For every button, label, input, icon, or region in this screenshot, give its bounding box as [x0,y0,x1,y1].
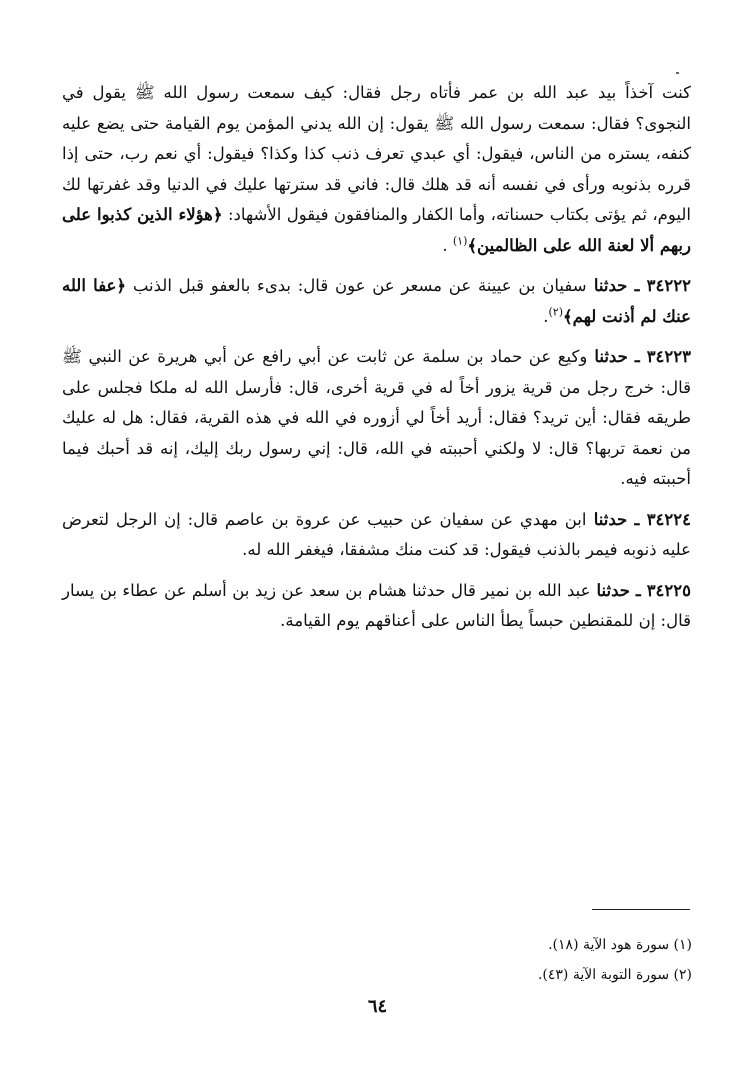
hadith-paragraph [62,505,691,566]
quran-quote: ﴿هؤلاء الذين كذبوا على ربهم ألا لعنة الله على الظالمين﴾ [62,205,691,255]
hadith-number: ٣٤٢٢٣ [646,347,691,366]
footnote: (٢) سورة التوبة الآية (٤٣). [537,967,692,983]
hadith-text: سفيان بن عيينة عن مسعر عن عون قال: بدىء بالعفو قبل الذنب [126,276,587,295]
hadith-paragraph-continuation [62,78,691,261]
hadith-number: ٣٤٢٢٢ [646,276,691,295]
page-number: ٦٤ [367,996,388,1017]
hadith-paragraph [62,271,691,332]
main-text [62,78,691,647]
hadith-text: كنت آخذاً بيد عبد الله بن عمر فأتاه رجل فقال: كيف سمعت رسول الله ﷺ يقول في النجوى؟ فقال: سمعت رسول الله ﷺ يقول: إن الله يدني المؤمن يوم القيامة حتى يضع عليه كنفه، يستره من الناس، فيقول: أي عبدي تعرف ذنب كذا وكذا؟ فيقول: أي نعم رب، حتى إذا قرره بذنوبه ورأى في نفسه أنه قد هلك قال: فاني قد سترتها عليك في الدنيا وقد غفرتها لك اليوم، ثم يؤتى بكتاب حسناته، وأما الكفار والمنافقون فيقول الأشهاد: [62,83,692,224]
footnote-divider [592,909,690,910]
hadith-paragraph [62,576,691,637]
quran-quote: ﴿عفا الله عنك لم أذنت لهم﴾ [62,276,691,326]
hadith-text: ابن مهدي عن سفيان عن حبيب عن عروة بن عاصم قال: إن الرجل لتعرض عليه ذنوبه فيمر بالذنب فيقول: قد كنت منك مشفقا، فيغفر الله له. [62,509,691,559]
footnote: (١) سورة هود الآية (١٨). [548,937,692,953]
footnote-ref: (١) [452,234,468,247]
footnotes [300,930,692,990]
hadith-text: وكيع عن حماد بن سلمة عن ثابت عن أبي رافع عن أبي هريرة عن النبي ﷺ قال: خرج رجل من قرية يزور أخاً له في قرية أخرى، قال: فأرسل الله له ملكا فجلس على طريقه فقال: أين تريد؟ فقال: أريد أخاً لي أزوره في الله في هذه القرية، فقال: هل له عليك من نعمة تربها؟ قال: لا ولكني أحببته في الله، قال: إني رسول ربك إليك، إنه قد أحبك فيما أحببته فيه. [62,347,691,488]
hadith-opening: ـ حدثنا [586,276,647,295]
hadith-ending: . [543,306,549,326]
hadith-text: عبد الله بن نمير قال حدثنا هشام بن سعد عن زيد بن أسلم عن عطاء بن يسار قال: إن للمقنطين حبساً يطأ الناس على أعناقهم يوم القيامة. [62,580,691,630]
hadith-opening: ـ حدثنا [590,580,647,600]
scan-speck [676,72,679,74]
hadith-opening: ـ حدثنا [587,347,647,366]
hadith-ending: . [442,235,453,255]
hadith-number: ٣٤٢٢٥ [646,580,691,600]
hadith-number: ٣٤٢٢٤ [646,509,691,529]
hadith-opening: ـ حدثنا [586,509,647,529]
footnote-ref: (٢) [548,305,564,318]
hadith-paragraph [62,342,691,495]
